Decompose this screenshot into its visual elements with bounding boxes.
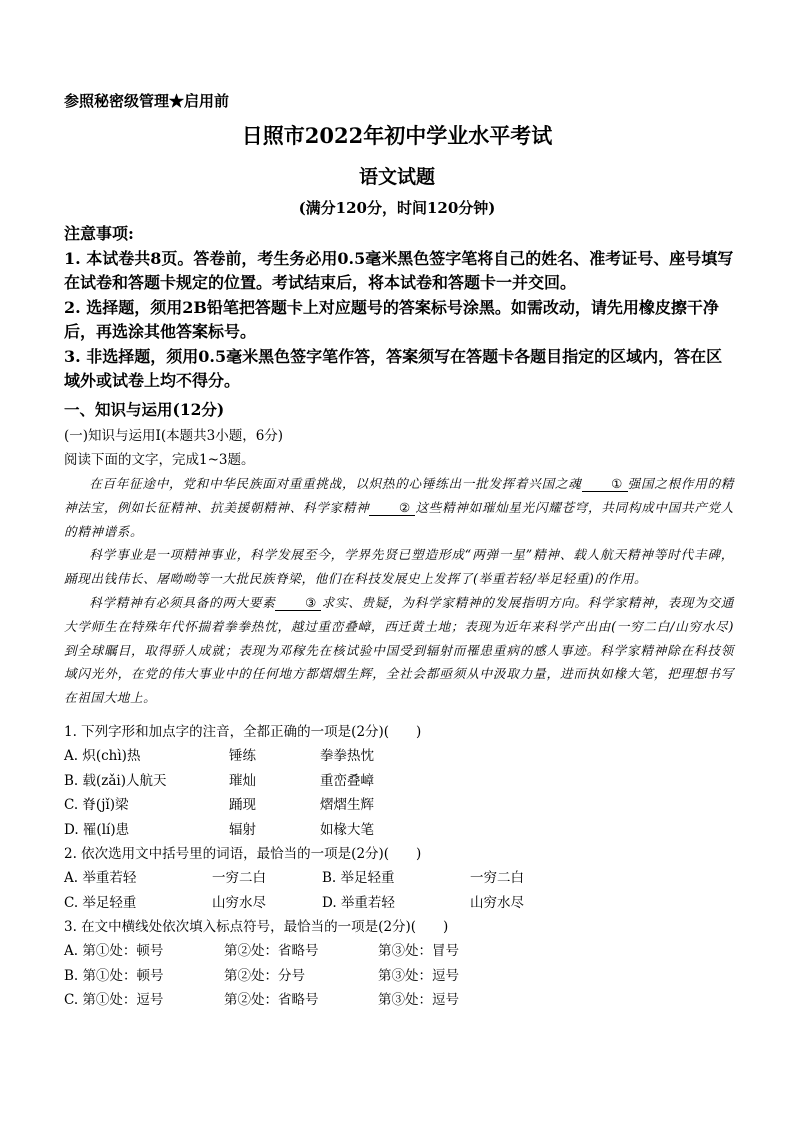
passage-paragraph: [64, 591, 734, 710]
option-text: 第③处：逗号: [378, 992, 459, 1008]
exam-title: 日照市2022年初中学业水平考试: [241, 123, 553, 148]
option-text: 拳拳热忱: [320, 748, 374, 764]
exam-subtitle: 语文试题: [358, 166, 435, 188]
question-1-stem: 1. 下列字形和加点字的注音，全都正确的一项是(2分)( ): [64, 724, 422, 740]
question-2-options-ab: [64, 866, 744, 891]
question-2-stem: 2. 依次选用文中括号里的词语，最恰当的一项是(2分)( ): [64, 846, 422, 862]
option-text: A. 炽(chì)热: [64, 748, 141, 764]
question-1-option-a: [64, 744, 744, 769]
option-text: 一穷二白: [212, 870, 266, 886]
reading-instruction: 阅读下面的文字，完成1~3题。: [64, 452, 255, 468]
option-text: 第②处：省略号: [224, 943, 319, 959]
question-1-option-b: [64, 769, 744, 794]
option-text: 如椽大笔: [320, 821, 374, 838]
section-title: 一、知识与运用(12分): [64, 400, 225, 419]
option-text: D. 举重若轻: [322, 894, 395, 911]
option-text: 熠熠生辉: [320, 797, 374, 813]
option-text: 第②处：省略号: [224, 992, 319, 1008]
option-text: B. 载(zǎi)人航天: [64, 772, 167, 789]
option-text: 第②处：分号: [224, 967, 305, 984]
option-text: C. 举足轻重: [64, 894, 137, 911]
option-text: 一穷二白: [470, 870, 524, 886]
question-3-option-b: [64, 964, 744, 989]
blank-1: ①: [582, 477, 628, 492]
passage-text: 这些精神如璀灿星光闪耀苍穹，共同构成中国共产党人的精神谱系。: [64, 499, 734, 539]
question-3-option-c: [64, 988, 744, 1013]
option-text: 璀灿: [229, 772, 256, 789]
option-text: 第③处：逗号: [378, 967, 459, 984]
passage-paragraph: 科学事业是一项精神事业，科学发展至今，学界先贤已塑造形成“两弹一星”精神、载人航天精神等时代丰碑，踊现出钱伟长、屠呦呦等一大批民族脊梁，他们在科技发展史上发挥了(举重若轻/举足轻重)的作用。: [64, 547, 734, 587]
option-text: D. 罹(lí)患: [64, 821, 130, 838]
note-item: 2. 选择题，须用2B铅笔把答题卡上对应题号的答案标号涂黑。如需改动，请先用橡皮擦干净后，再选涂其他答案标号。: [64, 297, 719, 341]
reading-passage: [64, 472, 734, 710]
passage-text: 科学精神有必须具备的两大要素: [89, 594, 276, 610]
notes-heading: 注意事项:: [64, 224, 134, 243]
score-time-line: (满分120分，时间120分钟): [298, 199, 496, 217]
option-text: B. 举足轻重: [322, 870, 395, 886]
option-text: A. 第①处：顿号: [64, 943, 164, 959]
section-subtitle: (一)知识与运用Ⅰ(本题共3小题，6分): [64, 428, 284, 444]
option-text: 山穷水尽: [212, 894, 266, 911]
question-1-option-d: [64, 818, 744, 843]
option-text: A. 举重若轻: [64, 870, 137, 886]
notes-block: [64, 222, 734, 394]
passage-text: 强国之根作用的精神法宝，例如长征精神、抗美援朝精神、科学家精神: [64, 476, 734, 515]
question-2-options-cd: [64, 891, 744, 916]
blank-3: ③: [275, 596, 321, 611]
blank-2: ②: [369, 501, 415, 516]
passage-text: 在百年征途中，党和中华民族面对重重挑战，以炽热的心锤练出一批发挥着兴国之魂: [89, 476, 582, 491]
passage-paragraph: [64, 472, 734, 543]
option-text: C. 第①处：逗号: [64, 992, 164, 1008]
option-text: 第③处：冒号: [378, 943, 459, 959]
option-text: 山穷水尽: [470, 894, 524, 911]
option-text: 重峦叠嶂: [320, 772, 374, 789]
option-text: 踊现: [229, 797, 256, 813]
option-text: B. 第①处：顿号: [64, 967, 164, 984]
confidentiality-label: 参照秘密级管理★启用前: [64, 92, 230, 110]
option-text: 辐射: [229, 821, 256, 838]
note-item: 3. 非选择题，须用0.5毫米黑色签字笔作答，答案须写在答题卡各题目指定的区域内，答在区域外或试卷上均不得分。: [64, 346, 723, 390]
question-3-stem: 3. 在文中横线处依次填入标点符号，最恰当的一项是(2分)( ): [64, 919, 449, 935]
option-text: 锤练: [229, 748, 256, 764]
passage-text: 求实、贵疑，为科学家精神的发展指明方向。科学家精神，表现为交通大学师生在特殊年代怀揣着拳拳热忱，越过重峦叠嶂，西迁黄土地；表现为近年来科学产出由(一穷二白/山穷水尽)到全球瞩目，取得骄人成就；表现为邓稼先在核试验中国受到辐射而罹患重病的感人事迹。科学家精神除在科技领域闪光外，在党的伟大事业中的任何地方都熠熠生辉，全社会都亟须从中汲取力量，进而执如椽大笔，把理想书写在祖国大地上。: [64, 594, 734, 706]
option-text: C. 脊(jǐ)梁: [64, 797, 129, 813]
note-item: 1. 本试卷共8页。答卷前，考生务必用0.5毫米黑色签字笔将自己的姓名、准考证号、座号填写在试卷和答题卡规定的位置。考试结束后，将本试卷和答题卡一并交回。: [64, 248, 734, 292]
question-1-option-c: [64, 793, 744, 818]
question-3-option-a: [64, 939, 744, 964]
questions-block: [64, 720, 744, 1013]
